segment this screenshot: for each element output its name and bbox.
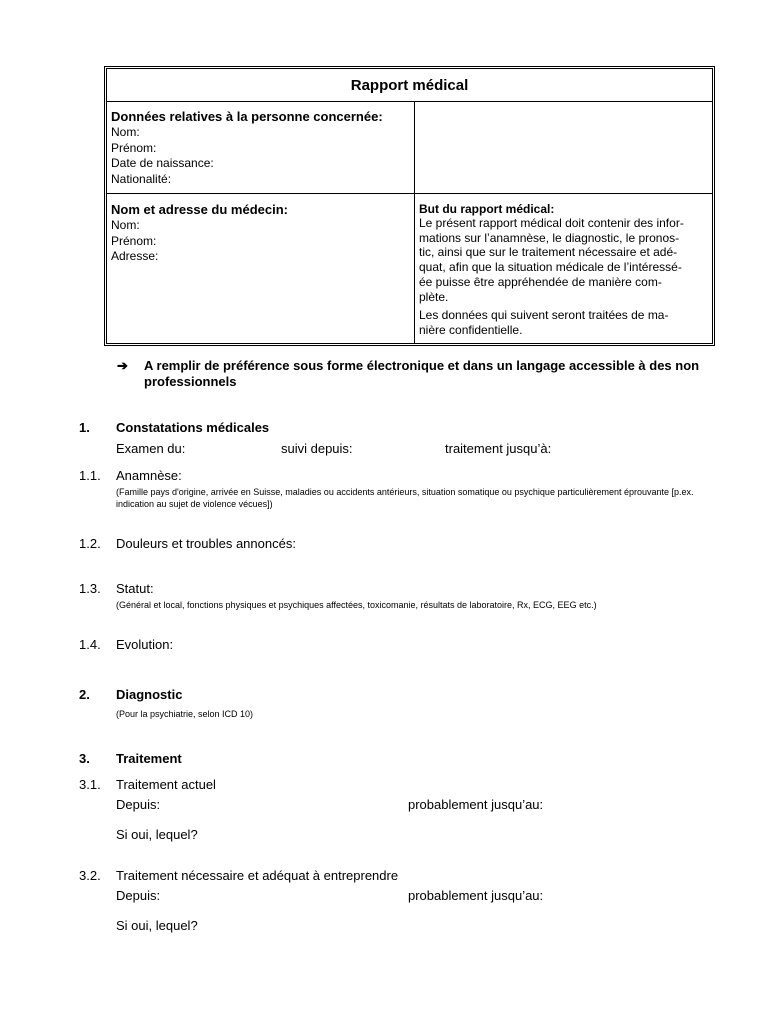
- section-title: Anamnèse:: [116, 468, 182, 483]
- treatment-until-label: traitement jusqu’à:: [445, 441, 552, 456]
- doctor-name-field: Nom:: [111, 218, 140, 232]
- section-note: (Général et local, fonctions physiques et psychiques affectées, toxicomanie, résultats de laboratoire, Rx, ECG, EEG etc.): [116, 600, 597, 610]
- report-title: Rapport médical: [350, 77, 469, 94]
- section-title: Statut:: [116, 581, 154, 596]
- exam-date-label: Examen du:: [116, 441, 186, 456]
- section-title: Traitement actuel: [116, 777, 216, 792]
- confidential-line: nière confidentielle.: [419, 322, 523, 337]
- purpose-heading: But du rapport médical:: [419, 202, 555, 216]
- section-note: (Famille pays d'origine, arrivée en Suisse, maladies ou accidents antérieurs, situation somatique ou psychique particulièrement éprouvante [p.ex. indication au sujet de violence vécues]): [116, 487, 694, 509]
- section-number: 3.: [79, 751, 90, 766]
- section-number: 1.1.: [79, 468, 101, 483]
- person-section: [111, 109, 411, 187]
- section-title: Traitement nécessaire et adéquat à entreprendre: [116, 868, 399, 883]
- section-number: 1.4.: [79, 637, 101, 652]
- purpose-line: tic, ainsi que sur le traitement nécessaire et adé-: [419, 245, 678, 260]
- purpose-line: Le présent rapport médical doit contenir des infor-: [419, 216, 684, 230]
- person-nationality-field: Nationalité:: [111, 171, 172, 186]
- report-header-table: [106, 68, 713, 344]
- doctor-firstname-field: Prénom:: [111, 233, 157, 248]
- probably-until-label: probablement jusqu’au:: [408, 888, 544, 903]
- doctor-address-field: Adresse:: [111, 249, 159, 263]
- section-number: 3.2.: [79, 868, 101, 883]
- person-name-field: Nom:: [111, 125, 140, 139]
- section-title: Diagnostic: [116, 687, 183, 702]
- person-birthdate-field: Date de naissance:: [111, 156, 214, 170]
- person-firstname-field: Prénom:: [111, 140, 157, 155]
- section-number: 1.3.: [79, 581, 101, 596]
- purpose-line: mations sur l’anamnèse, le diagnostic, le pronos-: [419, 230, 680, 245]
- purpose-line: ée puisse être appréhendée de manière com-: [419, 274, 662, 289]
- since-label: Depuis:: [116, 797, 161, 812]
- table-divider-horizontal: [107, 193, 712, 194]
- since-label: Depuis:: [116, 888, 161, 903]
- doctor-section: [111, 202, 411, 265]
- purpose-section: [419, 202, 709, 338]
- purpose-line: quat, afin que la situation médicale de l’intéressé-: [419, 260, 682, 275]
- section-number: 3.1.: [79, 777, 101, 792]
- instruction-text: A remplir de préférence sous forme électronique et dans un langage accessible à des non professionnels: [144, 358, 700, 389]
- arrow-right-icon: ➔: [117, 358, 128, 373]
- section-number: 1.: [79, 420, 90, 435]
- section-title: Traitement: [116, 751, 182, 766]
- section-title: Evolution:: [116, 637, 174, 652]
- table-divider-vertical: [414, 101, 415, 343]
- person-section-heading: Données relatives à la personne concernée:: [111, 109, 383, 124]
- section-title: Douleurs et troubles annoncés:: [116, 536, 296, 551]
- section-title: Constatations médicales: [116, 420, 270, 435]
- title-row: [107, 69, 712, 102]
- purpose-line: plète.: [419, 289, 449, 304]
- section-note: (Pour la psychiatrie, selon ICD 10): [116, 709, 254, 719]
- followed-since-label: suivi depuis:: [281, 441, 353, 456]
- probably-until-label: probablement jusqu’au:: [408, 797, 544, 812]
- which-label: Si oui, lequel?: [116, 827, 198, 842]
- which-label: Si oui, lequel?: [116, 918, 198, 933]
- section-number: 1.2.: [79, 536, 101, 551]
- section-number: 2.: [79, 687, 90, 702]
- doctor-section-heading: Nom et adresse du médecin:: [111, 202, 288, 217]
- confidential-line: Les données qui suivent seront traitées de ma-: [419, 308, 669, 323]
